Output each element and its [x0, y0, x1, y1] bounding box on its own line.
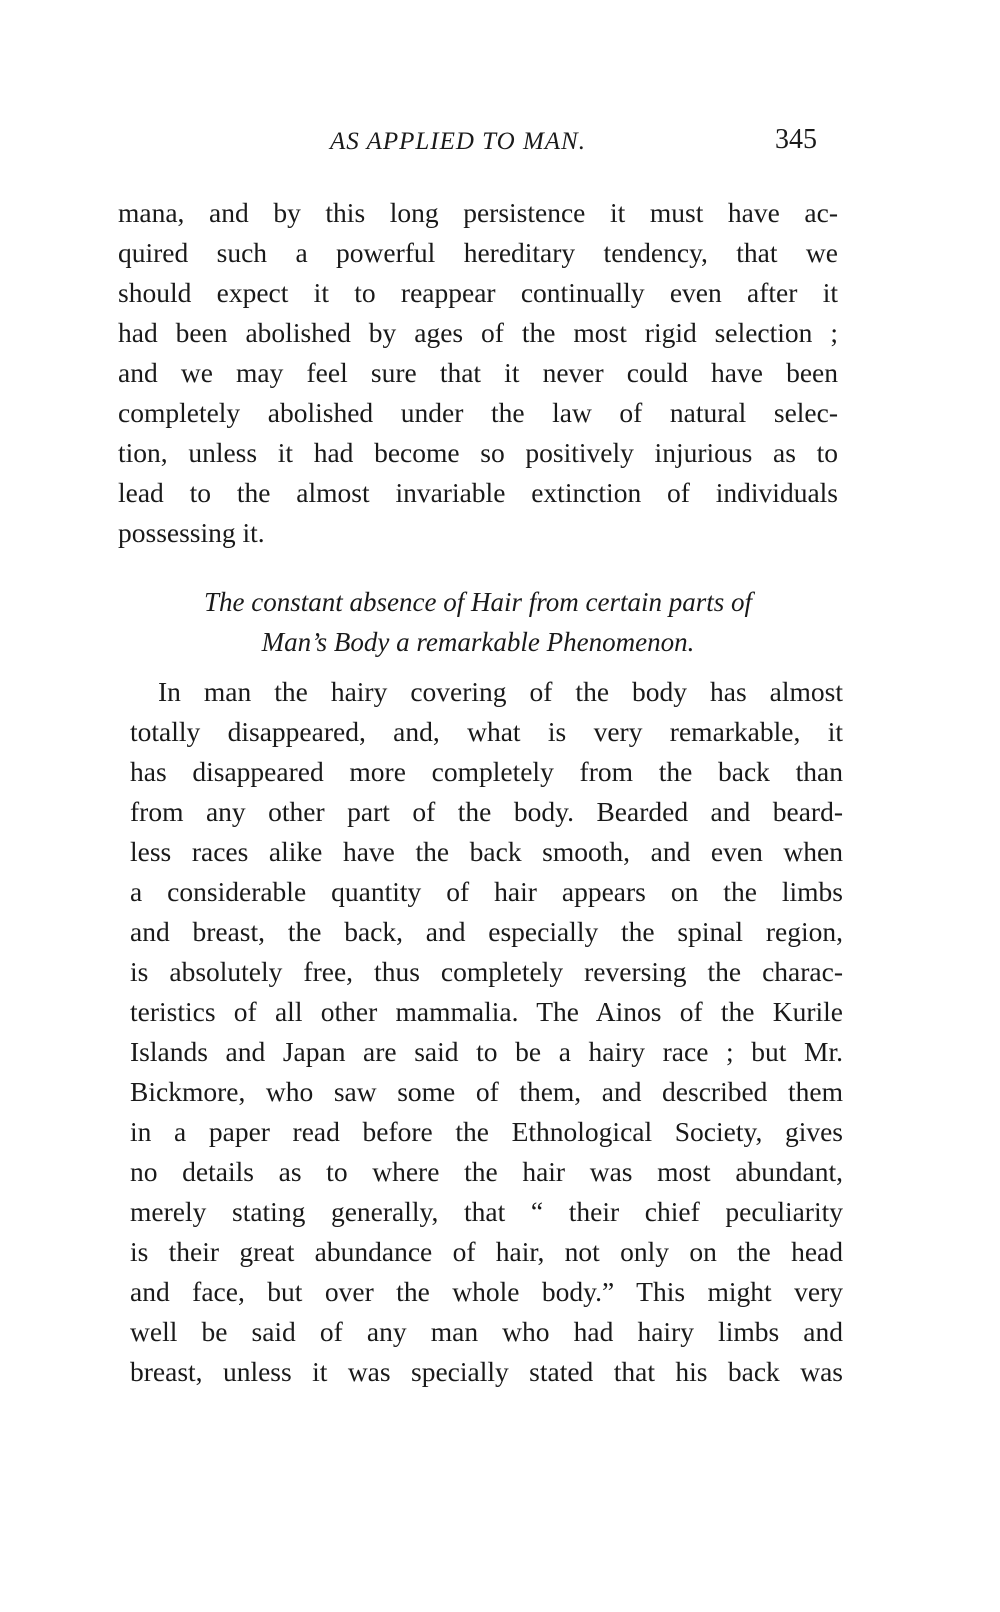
text-line: and breast, the back, and especially the spinal region,: [130, 916, 843, 947]
text-line: possessing it.: [118, 517, 265, 548]
text-line: has disappeared more completely from the back than: [130, 756, 843, 787]
page-number: 345: [775, 124, 817, 155]
running-title: AS APPLIED TO MAN.: [330, 128, 586, 155]
text-line: totally disappeared, and, what is very remarkable, it: [130, 716, 843, 747]
text-line: and we may feel sure that it never could have been: [118, 357, 838, 388]
text-line: Bickmore, who saw some of them, and described them: [130, 1076, 843, 1107]
paragraph-1: [118, 193, 838, 553]
text-line: a considerable quantity of hair appears on the limbs: [130, 876, 843, 907]
heading-line: Man’s Body a remarkable Phenomenon.: [261, 627, 695, 657]
text-line: from any other part of the body. Bearded and beard-: [130, 796, 843, 827]
text-line: teristics of all other mammalia. The Ainos of the Kurile: [130, 996, 843, 1027]
text-line: mana, and by this long persistence it must have ac-: [118, 197, 838, 228]
text-line: completely abolished under the law of natural selec-: [118, 397, 838, 428]
text-line: quired such a powerful hereditary tendency, that we: [118, 237, 838, 268]
text-line: is absolutely free, thus completely reversing the charac-: [130, 956, 843, 987]
text-line: tion, unless it had become so positively injurious as to: [118, 437, 838, 468]
text-line: is their great abundance of hair, not only on the head: [130, 1236, 843, 1267]
text-line: had been abolished by ages of the most rigid selection ;: [118, 317, 838, 348]
text-line: Islands and Japan are said to be a hairy race ; but Mr.: [130, 1036, 843, 1067]
text-line: less races alike have the back smooth, and even when: [130, 836, 843, 867]
text-line: lead to the almost invariable extinction of individuals: [118, 477, 838, 508]
text-line: breast, unless it was specially stated that his back was: [130, 1356, 843, 1387]
text-line: merely stating generally, that “ their chief peculiarity: [130, 1196, 843, 1227]
heading-line: The constant absence of Hair from certain parts of: [204, 587, 752, 617]
text-line: in a paper read before the Ethnological Society, gives: [130, 1116, 843, 1147]
paragraph-2: [130, 672, 843, 1392]
text-line: well be said of any man who had hairy limbs and: [130, 1316, 843, 1347]
text-line: and face, but over the whole body.” This might very: [130, 1276, 843, 1307]
text-line: In man the hairy covering of the body has almost: [158, 676, 843, 707]
section-heading: [118, 582, 838, 662]
text-line: no details as to where the hair was most abundant,: [130, 1156, 843, 1187]
text-line: should expect it to reappear continually even after it: [118, 277, 838, 308]
